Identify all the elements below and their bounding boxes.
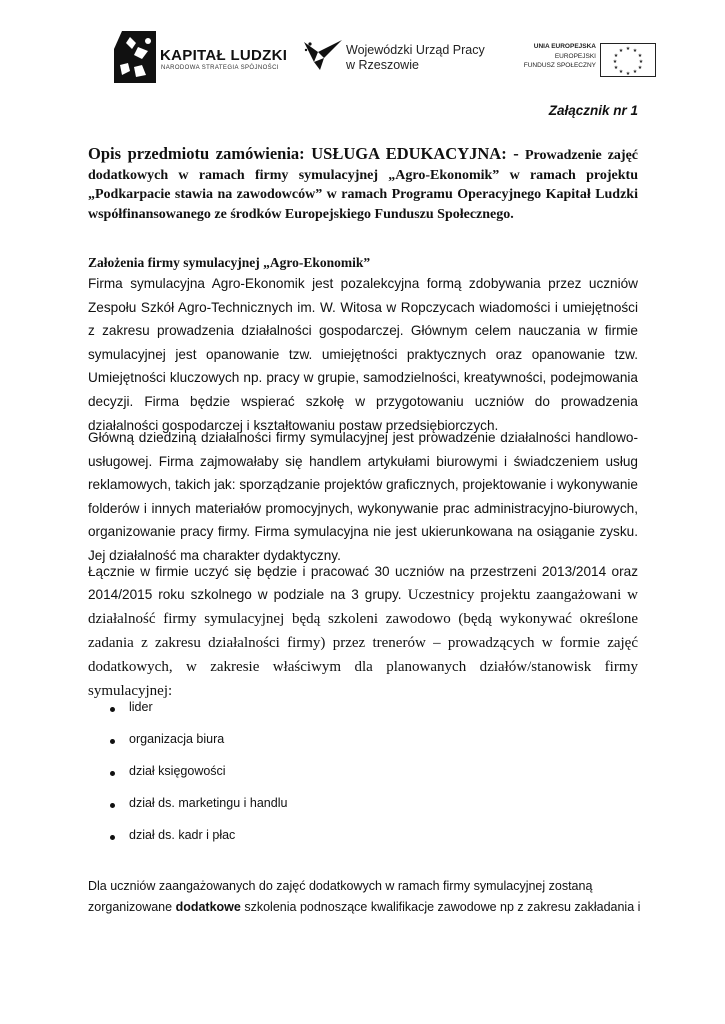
ue-line1: UNIA EUROPEJSKA [533,43,596,50]
list-item-label: dział ds. marketingu i handlu [129,796,288,810]
paragraph-3-sans: Łącznie w firmie uczyć się będzie i pracować 30 uczniów na przestrzeni 2013/2014 oraz 2014/2015 roku szkolnego w podziale na 3 grupy. [88,564,638,602]
list-item-label: organizacja biura [129,732,225,746]
svg-text:★: ★ [618,48,624,54]
title-main: Opis przedmiotu zamówienia: USŁUGA EDUKACYJNA: - [88,144,519,163]
bullet-icon [110,835,115,840]
eu-flag-icon [600,43,656,77]
list-item-label: lider [129,700,153,714]
svg-text:★: ★ [638,59,644,65]
svg-text:★: ★ [637,53,643,59]
bullet-icon [110,771,115,776]
document-title [88,144,638,224]
final-line-2 [88,897,648,918]
svg-text:★: ★ [625,71,631,77]
svg-text:★: ★ [618,69,624,75]
list-item-label: dział księgowości [129,764,226,778]
final-line-2-bold: dodatkowe [175,900,241,914]
svg-text:★: ★ [632,69,638,75]
logo-kapital-ludzki [112,29,288,85]
svg-text:★: ★ [625,46,631,52]
ue-line3: FUNDUSZ SPOŁECZNY [523,62,596,69]
wup-name-line2: w Rzeszowie [346,58,419,72]
final-line-2-post: szkolenia podnoszące kwalifikacje zawodowe np z zakresu zakładania i [244,900,641,914]
svg-text:★: ★ [612,59,618,65]
svg-text:★: ★ [637,65,643,71]
kapital-ludzki-emblem-icon [112,29,158,85]
attachment-label: Załącznik nr 1 [548,103,638,118]
kapital-ludzki-title: KAPITAŁ LUDZKI [160,47,288,64]
section-heading: Założenia firmy symulacyjnej „Agro-Ekonomik” [88,255,371,270]
final-line-1: Dla uczniów zaangażowanych do zajęć dodatkowych w ramach firmy symulacyjnej zostaną [88,879,593,893]
svg-text:★: ★ [613,65,619,71]
final-paragraph [88,876,648,918]
title-description: Prowadzenie zajęć dodatkowych w ramach firmy symulacyjnej „Agro-Ekonomik” w ramach projektu „Podkarpacie stawia na zawodowców” w ramach Programu Operacyjnego Kapitał Ludzki współfinansowanego ze środków Europejskiego Funduszu Społecznego. [88,148,638,222]
bullet-icon [110,803,115,808]
logo-wup [302,38,485,78]
svg-text:★: ★ [613,53,619,59]
svg-text:★: ★ [632,48,638,54]
kapital-ludzki-subtitle: NARODOWA STRATEGIA SPÓJNOŚCI [161,65,279,71]
wup-name-line1: Wojewódzki Urząd Pracy [346,43,485,57]
paragraph-1: Firma symulacyjna Agro-Ekonomik jest pozalekcyjna formą zdobywania przez uczniów Zespołu Szkół Agro-Technicznych im. W. Witosa w Ropczycach wiadomości i umiejętności z zakresu prowadzenia działalności gospodarczej. Głównym celem nauczania w firmie symulacyjnej jest opanowanie tzw. umiejętności praktycznych oraz opanowanie tzw. Umiejętności kluczowych np. pracy w grupie, samodzielności, kreatywności, podejmowania decyzji. Firma będzie wspierać szkołę w przygotowaniu uczniów do prowadzenia działalności gospodarczej i kształtowaniu postaw przedsiębiorczych. [88,276,638,433]
bullet-icon [110,707,115,712]
logo-unia-europejska [520,43,660,79]
paragraph-2: Główną dziedziną działalności firmy symulacyjnej jest prowadzenie działalności handlowo-usługowej. Firma zajmowałaby się handlem artykułami biurowymi i świadczeniem usług reklamowych, takich jak: sporządzanie projektów graficznych, projektowanie i wykonywanie folderów i innych materiałów promocyjnych, wykonywanie prac administracyjno-biurowych, organizowanie pracy firmy. Firma symulacyjna nie jest ukierunkowana na osiąganie zysku. Jej działalność ma charakter dydaktyczny. [88,430,638,563]
bullet-icon [110,739,115,744]
bullet-list [110,700,510,850]
list-item-label: dział ds. kadr i płac [129,828,236,842]
paragraph-3-serif: Uczestnicy projektu zaangażowani w działalność firmy symulacyjnej będą szkoleni zawodowo (będą wykonywać określone zadania z zakresu działalności firmy) przez trenerów – prowadzących w formie zajęć dodatkowych, w zakresie właściwym dla planowanych działów/stanowisk firmy symulacyjnej: [88,587,639,699]
paragraph-3 [88,560,638,703]
wup-bird-icon [302,38,344,72]
final-line-2-pre: zorganizowane [88,900,173,914]
ue-line2: EUROPEJSKI [554,53,596,60]
